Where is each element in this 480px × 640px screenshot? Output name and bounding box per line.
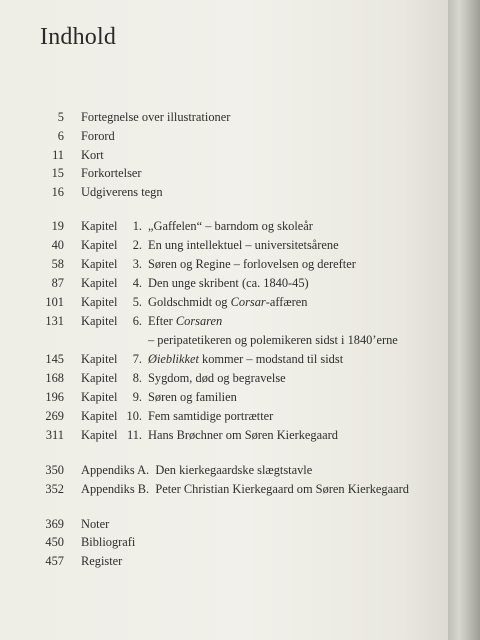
page-number: 19 [51,219,64,233]
page-number: 16 [51,185,64,199]
appendix-title: Appendiks B. Peter Christian Kierkegaard om Søren Kierkegaard [81,482,409,496]
chapter-number: 4. [132,276,142,290]
chapter-number: 8. [132,371,142,385]
page-number: 58 [51,257,64,271]
toc-row [0,533,440,551]
chapter-number: 9. [132,390,142,404]
toc-row [0,552,440,570]
chapter-number: 7. [132,352,142,366]
chapter-label: Kapitel [81,428,118,442]
page-number: 168 [45,371,64,385]
chapter-label: Kapitel [81,409,118,423]
chapter-row [0,407,440,425]
toc-row [0,164,440,182]
chapter-row [0,350,440,368]
chapter-row [0,274,440,292]
chapter-title: Goldschmidt og Corsar-affæren [148,295,308,309]
chapter-row [0,388,440,406]
entry-title: Bibliografi [81,535,136,549]
chapter-title: Efter Corsaren [148,314,223,328]
chapter-subtitle: – peripatetikeren og polemikeren sidst i 1840’erne [148,333,398,347]
page-number: 87 [51,276,64,290]
chapter-title: Fem samtidige portrætter [148,409,274,423]
chapter-row [0,293,440,311]
chapter-row [0,312,440,330]
chapter-label: Kapitel [81,390,118,404]
entry-title: Udgiverens tegn [81,185,163,199]
page-title: Indhold [40,24,117,50]
page-number: 5 [57,110,64,124]
appendix-row [0,461,440,479]
toc-row [0,183,440,201]
chapter-number: 5. [132,295,142,309]
toc-row [0,127,440,145]
page-number: 196 [45,390,64,404]
chapter-title: Den unge skribent (ca. 1840-45) [148,276,309,290]
page-number: 269 [45,409,64,423]
page-number: 6 [57,129,64,143]
entry-title: Kort [81,148,104,162]
chapter-subtitle-row [0,331,440,349]
chapter-title: „Gaffelen“ – barndom og skoleår [148,219,313,233]
entry-title: Fortegnelse over illustrationer [81,110,231,124]
page-number: 101 [45,295,64,309]
page-number: 450 [45,535,64,549]
chapter-row [0,217,440,235]
appendix-row [0,480,440,498]
chapter-label: Kapitel [81,352,118,366]
page-number: 457 [45,554,64,568]
toc-row [0,515,440,533]
appendix-title: Appendiks A. Den kierkegaardske slægtstavle [81,463,313,477]
page-number: 350 [45,463,64,477]
chapter-number: 11. [126,428,142,442]
chapter-label: Kapitel [81,219,118,233]
entry-title: Noter [81,517,110,531]
chapter-number: 2. [132,238,142,252]
page-number: 311 [45,428,64,442]
book-spine-shadow [448,0,480,640]
chapter-title: Hans Brøchner om Søren Kierkegaard [148,428,338,442]
chapter-label: Kapitel [81,371,118,385]
page-number: 40 [51,238,64,252]
chapter-label: Kapitel [81,238,118,252]
page-number: 369 [45,517,64,531]
page-number: 131 [45,314,64,328]
chapter-title: Øieblikket kommer – modstand til sidst [148,352,344,366]
chapter-number: 10. [126,409,142,423]
chapter-row [0,426,440,444]
toc-row [0,108,440,126]
chapter-number: 6. [132,314,142,328]
chapter-label: Kapitel [81,314,118,328]
chapter-label: Kapitel [81,276,118,290]
toc-row [0,146,440,164]
chapter-title: Søren og familien [148,390,237,404]
chapter-number: 1. [132,219,142,233]
entry-title: Register [81,554,123,568]
page-number: 145 [45,352,64,366]
entry-title: Forord [81,129,115,143]
chapter-row [0,369,440,387]
page-number: 15 [51,166,64,180]
chapter-row [0,255,440,273]
chapter-title: En ung intellektuel – universitetsårene [148,238,339,252]
chapter-row [0,236,440,254]
entry-title: Forkortelser [81,166,142,180]
chapter-label: Kapitel [81,257,118,271]
page-number: 11 [52,148,64,162]
chapter-title: Sygdom, død og begravelse [148,371,286,385]
page-number: 352 [45,482,64,496]
chapter-number: 3. [132,257,142,271]
chapter-title: Søren og Regine – forlovelsen og derefter [148,257,356,271]
chapter-label: Kapitel [81,295,118,309]
